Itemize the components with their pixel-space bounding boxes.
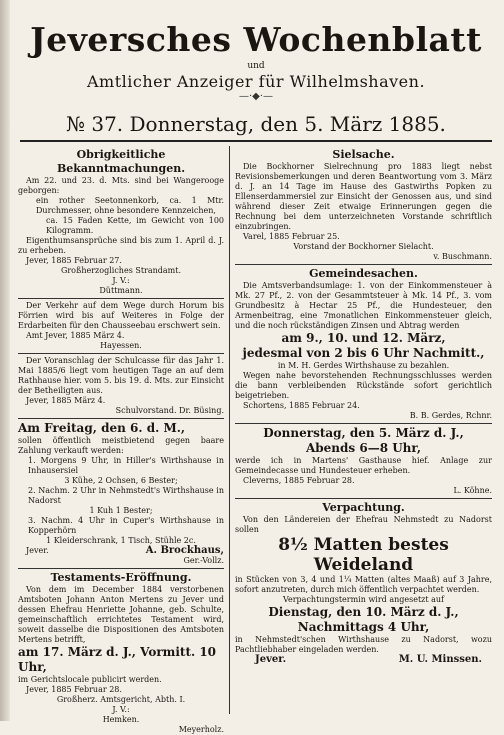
heading-gemeindesachen: Gemeindesachen. [309, 267, 418, 280]
right-column [235, 148, 492, 718]
notice-text: Der Voranschlag der Schulcasse für das Jahr 1. Mai 1885/6 liegt vom heutigen Tage an auf dem Rathhause hier. vom 5. bis 19. d. Mts. zur Einsicht der Betheiligten aus. [18, 356, 224, 395]
notice-text: ca. 15 Faden Kette, im Gewicht von 100 Kilogramm. [46, 216, 224, 235]
masthead-und: und [247, 61, 265, 71]
heading-testament: Testaments-Eröffnung. [50, 571, 192, 584]
left-column [18, 148, 224, 734]
header-rule [20, 140, 492, 142]
separator [235, 264, 492, 265]
notice-text: Am 22. und 23. d. Mts. sind bei Wangerooge geborgen: [18, 176, 224, 195]
notice-signature: Schulvorstand. Dr. Büsing. [115, 406, 224, 415]
newspaper-title: Jeversches Wochenblatt [30, 20, 482, 59]
lease-date: Dienstag, den 10. März d. J., [268, 605, 459, 619]
notice-signature: v. Buschmann. [433, 252, 492, 261]
payment-hours: jedesmal von 2 bis 6 Uhr Nachmitt., [242, 346, 485, 360]
notice-text: Eigenthumsansprüche sind bis zum 1. April d. J. zu erheben. [18, 236, 224, 255]
notice-text: Von dem im December 1884 verstorbenen Amtsboten Johann Anton Mertens zu Jever und dessen Ehefrau Henriette Johanne, geb. Schulte, gemeinschaftlich errichtetes Testament wird, soweit dasselbe die Dispositionen des Amtsboten Mertens betrifft, [18, 585, 224, 644]
signature-row [235, 655, 492, 665]
separator [18, 353, 224, 354]
column-divider [229, 146, 230, 714]
auction-item: 2. Nachm. 2 Uhr in Nehmstedt's Wirthshause in Nadorst [28, 486, 224, 505]
newspaper-subtitle: Amtlicher Anzeiger für Wilhelmshaven. [86, 72, 426, 91]
issue-line: № 37. Donnerstag, den 5. März 1885. [66, 112, 446, 136]
notice-signature: Hayessen. [100, 341, 142, 350]
notice-date: Varel, 1885 Februar 25. [243, 232, 340, 241]
notice-date: Jever, 1885 Februar 28. [26, 685, 122, 694]
place: Jever. [26, 546, 49, 555]
lease-offer: 8½ Matten bestes Weideland [278, 535, 449, 575]
notice-authority: Großherz. Amtsgericht, Abth. I. [56, 695, 186, 704]
notice-text: in Nehmstedt'schen Wirthshause zu Nadorst, wozu Pachtliebhaber eingeladen werden. [235, 635, 492, 654]
bailiff-title: Ger.-Vollz. [183, 556, 224, 565]
heading-official-notices: Obrigkeitliche Bekanntmachungen. [56, 148, 186, 175]
notice-signature: L. Köhne. [453, 486, 492, 495]
notice-text: werde ich in Martens' Gasthause hief. Anlage zur Gemeindecasse und Hundesteuer erheben. [235, 456, 492, 475]
notice-date: Amt Jever, 1885 März 4. [26, 331, 125, 340]
notice-sig-prefix: J. V.: [112, 276, 130, 285]
notice-text: im Gerichtslocale publicirt werden. [18, 675, 162, 684]
auction-item: 1. Morgens 9 Uhr, in Hiller's Wirthshause in Inhausersiel [28, 456, 224, 475]
auction-item: 1 Kleiderschrank, 1 Tisch, Stühle 2c. [46, 536, 196, 545]
auction-item: 3 Kühe, 2 Ochsen, 6 Bester; [64, 476, 178, 485]
notice-text: Wegen nahe bevorstehenden Rechnungsschlusses werden die bann verbleibenden Rückstände sofort gerichtlich beigetrieben. [235, 371, 492, 400]
tax-collection-hours: Abends 6—8 Uhr, [305, 441, 422, 455]
notice-authority: Großherzogliches Strandamt. [60, 266, 182, 275]
auction-date: Am Freitag, den 6. d. M., [18, 421, 186, 435]
auction-item: 1 Kuh 1 Bester; [89, 506, 153, 515]
lessor-name: M. U. Minssen. [398, 654, 482, 665]
notice-text: Verpachtungstermin wird angesetzt auf [282, 595, 445, 604]
page-binding-shadow [0, 0, 10, 721]
lease-time: Nachmittags 4 Uhr, [297, 620, 430, 634]
notice-date: Jever, 1885 Februar 27. [26, 256, 122, 265]
auction-item: 3. Nachm. 4 Uhr in Cuper's Wirthshause in Kopperhörn [28, 516, 224, 535]
notice-text: in Stücken von 3, 4 und 1¼ Matten (altes Maaß) auf 3 Jahre, sofort anzutreten, durch mich öffentlich verpachtet werden. [235, 575, 492, 594]
notice-text: Von den Ländereien der Ehefrau Nehmstedt zu Nadorst sollen [235, 515, 492, 534]
notice-text: Die Amtsverbandsumlage: 1. von der Einkommensteuer à Mk. 27 Pf., 2. von der Gesammtsteuer à Mk. 14 Pf., 3. vom Grundbesitz à Hectar 25 Pf., die Hundesteuer, den Armenbeitrag, eine 7monatlichen Einkommensteuer gleich, und die noch rückständigen Zinsen und Abtrag werden [235, 281, 492, 330]
notice-date: Cleverns, 1885 Februar 28. [243, 476, 355, 485]
separator [235, 498, 492, 499]
notice-text: in M. H. Gerdes Wirthshause zu bezahlen. [277, 361, 450, 370]
ornament: —·◆·— [238, 91, 274, 102]
signature-row [18, 546, 224, 556]
notice-signature: Hemken. [102, 715, 140, 724]
notice-text: sollen öffentlich meistbietend gegen baare Zahlung verkauft werden: [18, 436, 224, 455]
masthead [20, 20, 492, 102]
notice-signature: Düttmann. [99, 286, 143, 295]
notice-text: Der Verkehr auf dem Wege durch Horum bis Förrien wird bis auf Weiteres in Folge der Erdarbeiten für den Chausseebau erschwert sein. [18, 301, 224, 330]
notice-signature: B. B. Gerdes, Rchnr. [409, 411, 492, 420]
notice-authority: Vorstand der Bockhorner Sielacht. [293, 242, 434, 251]
notice-text: Die Bockhorner Sielrechnung pro 1883 liegt nebst Revisionsbemerkungen und deren Beantwortung vom 3. März d. J. an 14 Tage im Hause des Gastwirths Popken zu Ellenserdammersiel zur Einsicht der Genossen aus, und sind während dieser Zeit etwaige Erinnerungen gegen die Rechnung bei dem unterzeichneten Vorstande schriftlich einzubringen. [235, 162, 492, 231]
notice-text: ein rother Seetonnenkorb, ca. 1 Mtr. Durchmesser, ohne besondere Kennzeichen, [36, 196, 224, 215]
notice-date: Schortens, 1885 Februar 24. [243, 401, 360, 410]
notice-date: Jever, 1885 März 4. [26, 396, 106, 405]
separator [18, 418, 224, 419]
separator [235, 423, 492, 424]
notice-sig-prefix: J. V.: [112, 705, 130, 714]
payment-dates: am 9., 10. und 12. März, [281, 331, 446, 345]
place: Jever. [255, 654, 287, 665]
separator [18, 568, 224, 569]
separator [18, 298, 224, 299]
testament-date: am 17. März d. J., Vormitt. 10 Uhr, [18, 645, 217, 674]
notice-signature: Meyerholz. [178, 725, 224, 734]
bailiff-name: A. Brockhaus, [145, 545, 224, 556]
tax-collection-date: Donnerstag, den 5. März d. J., [263, 426, 464, 440]
heading-verpachtung: Verpachtung. [322, 501, 405, 514]
heading-sielsache: Sielsache. [332, 148, 395, 161]
